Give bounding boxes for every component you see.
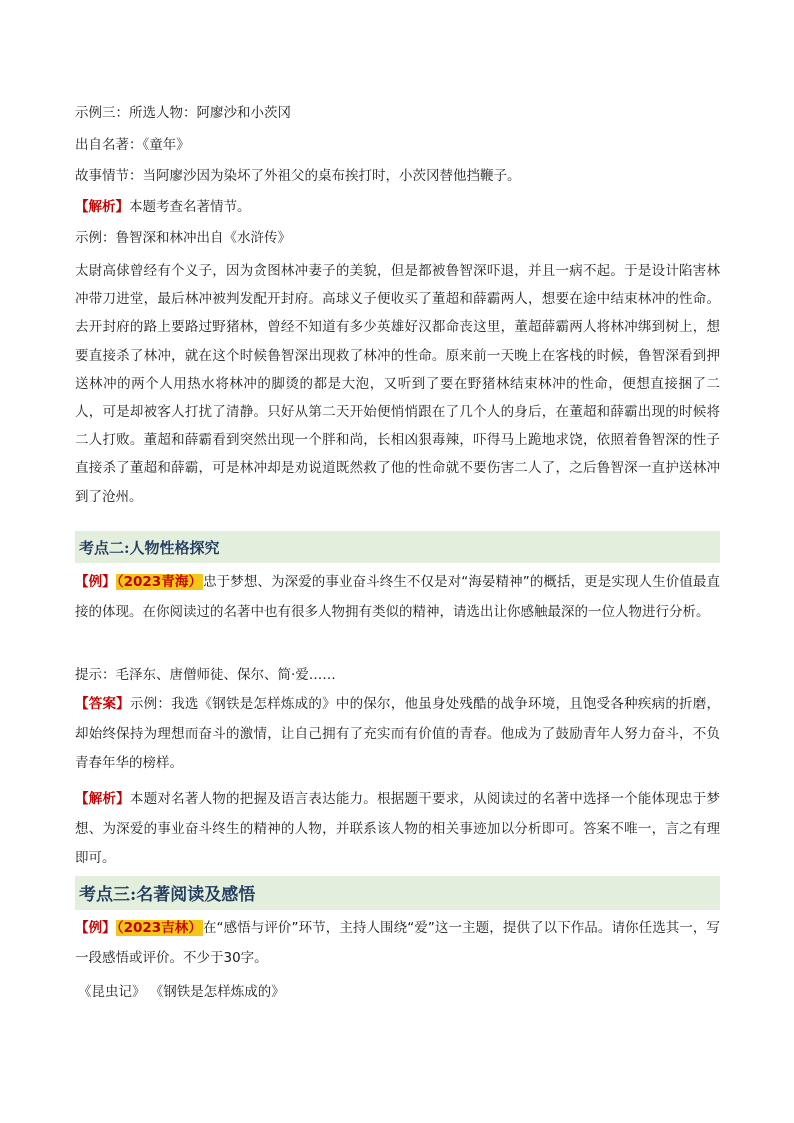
section2-title: 考点二:人物性格探究 (79, 539, 220, 557)
section2-question (75, 568, 720, 627)
answer-text: 示例：我选《钢铁是怎样炼成的》中的保尔，他虽身处残酷的战争环境，且饱受各种疾病的折磨，却始终保持为理想而奋斗的激情，让自己拥有了充实而有价值的青春。他成为了鼓励青年人努力奋斗，不负青春年华的榜样。 (75, 696, 721, 771)
section3-title: 考点三:名著阅读及感悟 (79, 885, 256, 905)
answer-tag: 【答案】 (75, 696, 130, 712)
analysis-block-2 (75, 785, 720, 874)
example3-plot: 故事情节：当阿廖沙因为染坏了外祖父的桌布挨打时，小茨冈替他挡鞭子。 (75, 168, 521, 184)
question-text: 忠于梦想、为深爱的事业奋斗终生不仅是对“海晏精神”的概括，更是实现人生价值最直接的体现。在你阅读过的名著中也有很多人物拥有类似的精神，请选出让你感触最深的一位人物进行分析。 (75, 574, 720, 620)
hint-line: 提示：毛泽东、唐僧师徒、保尔、简·爱…… (75, 667, 336, 683)
question-text: 在“感悟与评价”环节，主持人围绕“爱”这一主题，提供了以下作品。请你任选其一，写一段感悟或评价。不少于30字。 (75, 920, 721, 966)
analysis-block-1 (75, 198, 251, 216)
analysis-tag: 【解析】 (75, 199, 129, 215)
story-paragraph: 太尉高俅曾经有个义子，因为贪图林冲妻子的美貌，但是都被鲁智深吓退，并且一病不起。于是设计陷害林冲带刀进堂，最后林冲被判发配开封府。高球义子便收买了董超和薛霸两人，想要在途中结束林冲的性命。去开封府的路上要路过野猪林，曾经不知道有多少英雄好汉都命丧这里，董超薛霸两人将林冲绑到树上，想要直接杀了林冲，就在这个时候鲁智深出现救了林冲的性命。原来前一天晚上在客栈的时候，鲁智深看到押送林冲的两个人用热水将林冲的脚烫的都是大泡，又听到了要在野猪林结束林冲的性命，便想直接捆了二人，可是却被客人打扰了清静。只好从第二天开始便悄悄跟在了几个人的身后，在董超和薛霸出现的时候将二人打败。董超和薛霸看到突然出现一个胖和尚，长相凶狠毒辣，吓得马上跪地求饶，依照着鲁智深的性子直接杀了董超和薛霸，可是林冲却是劝说道既然救了他的性命就不要伤害二人了，之后鲁智深一直护送林冲到了沧州。 (75, 263, 720, 505)
example-intro: 示例：鲁智深和林冲出自《水浒传》 (75, 230, 291, 246)
question-tag: 【例】 (75, 920, 116, 936)
analysis-text: 本题考查名著情节。 (129, 199, 251, 215)
analysis-text: 本题对名著人物的把握及语言表达能力。根据题干要求，从阅读过的名著中选择一个能体现忠于梦想、为深爱的事业奋斗终生的精神的人物，并联系该人物的相关事迹加以分析即可。答案不唯一，言之有理即可。 (75, 791, 721, 866)
answer-block (75, 690, 720, 779)
question-tag: 【例】 (75, 574, 116, 590)
section3-heading-band (75, 876, 720, 910)
book-options: 《昆虫记》 《钢铁是怎样炼成的》 (78, 984, 285, 1000)
example3-characters: 示例三：所选人物：阿廖沙和小茨冈 (75, 105, 291, 121)
example3-source-book: 出自名著：《童年》 (75, 137, 190, 153)
section3-question (75, 914, 720, 973)
question-source: （2023青海） (116, 574, 203, 590)
question-source: （2023吉林） (116, 920, 202, 936)
section2-heading-band (75, 531, 720, 563)
analysis-tag: 【解析】 (75, 791, 130, 807)
